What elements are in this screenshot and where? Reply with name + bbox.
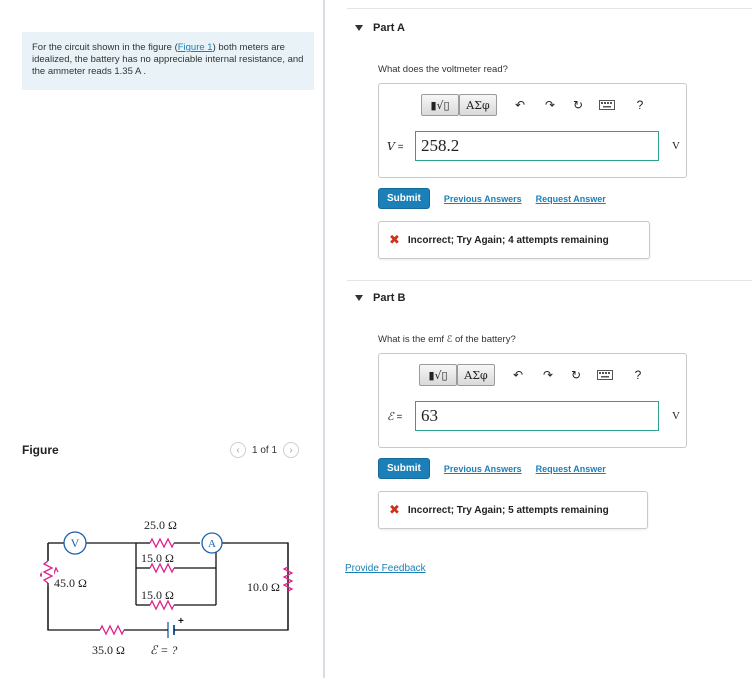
resistor-35 xyxy=(100,626,124,634)
redo-icon[interactable]: ↷ xyxy=(544,98,556,112)
part-b-rule xyxy=(347,280,752,281)
voltmeter-symbol: V xyxy=(70,536,80,550)
symbols-button[interactable]: ΑΣφ xyxy=(459,94,497,116)
reset-icon[interactable]: ↻ xyxy=(572,98,584,112)
provide-feedback-link[interactable]: Provide Feedback xyxy=(345,563,426,574)
resistor-10 xyxy=(284,567,292,591)
help-button[interactable]: ? xyxy=(636,98,644,112)
incorrect-x-icon: ✖ xyxy=(389,502,400,517)
part-a-actions xyxy=(378,188,606,209)
part-a-toolbar xyxy=(379,94,686,116)
label-r10: 10.0 Ω xyxy=(247,580,280,594)
part-a-answer-input[interactable]: 258.2 xyxy=(415,131,659,161)
incorrect-x-icon: ✖ xyxy=(389,232,400,247)
resistor-15a xyxy=(150,564,174,572)
problem-text-before: For the circuit shown in the figure ( xyxy=(32,42,178,53)
part-b-title: Part B xyxy=(373,292,406,304)
part-a-unit: V xyxy=(672,140,680,152)
battery-plus: + xyxy=(178,616,184,627)
undo-icon[interactable]: ↶ xyxy=(512,368,524,382)
part-b-toolbar xyxy=(379,364,686,386)
part-b-actions xyxy=(378,458,606,479)
part-b-feedback-text: Incorrect; Try Again; 5 attempts remaining xyxy=(407,504,609,516)
part-a-question: What does the voltmeter read? xyxy=(378,64,508,75)
part-a-answer-box xyxy=(378,83,687,178)
part-b-header[interactable] xyxy=(355,292,405,304)
part-a-header[interactable] xyxy=(355,22,405,34)
problem-statement xyxy=(22,32,314,90)
label-r45: 45.0 Ω xyxy=(54,576,87,590)
part-a-feedback xyxy=(378,221,650,259)
prev-figure-button[interactable] xyxy=(230,442,246,458)
label-emf: ℰ = ? xyxy=(150,643,178,657)
part-b-unit: V xyxy=(672,410,680,422)
figure-link[interactable]: Figure 1 xyxy=(177,42,213,53)
part-a-title: Part A xyxy=(373,22,405,34)
part-b-var-label: ℰ = xyxy=(387,409,403,423)
label-r25: 25.0 Ω xyxy=(144,518,177,532)
redo-icon[interactable]: ↷ xyxy=(542,368,554,382)
figure-pager xyxy=(230,442,299,458)
chevron-right-icon: › xyxy=(289,444,293,456)
help-button[interactable]: ? xyxy=(634,368,642,382)
reset-icon[interactable]: ↻ xyxy=(570,368,582,382)
templates-button[interactable]: ▮√▯ xyxy=(421,94,459,116)
part-b-previous-answers-link[interactable]: Previous Answers xyxy=(443,463,522,474)
resistor-15b xyxy=(150,601,174,609)
part-b-request-answer-link[interactable]: Request Answer xyxy=(535,463,606,474)
templates-button[interactable]: ▮√▯ xyxy=(419,364,457,386)
symbols-button[interactable]: ΑΣφ xyxy=(457,364,495,386)
part-a-rule xyxy=(347,8,752,9)
part-b-submit-button[interactable]: Submit xyxy=(378,458,430,479)
problem-pane xyxy=(0,0,324,678)
next-figure-button[interactable] xyxy=(283,442,299,458)
pager-text: 1 of 1 xyxy=(252,444,278,456)
part-b-answer-box xyxy=(378,353,687,448)
part-b-input-row xyxy=(387,401,659,431)
part-b-feedback xyxy=(378,491,648,529)
resistor-25 xyxy=(150,539,174,547)
keyboard-icon[interactable] xyxy=(598,96,616,114)
ammeter-symbol: A xyxy=(208,538,216,550)
collapse-triangle-icon xyxy=(355,25,363,31)
label-r35: 35.0 Ω xyxy=(92,643,125,657)
label-r15a: 15.0 Ω xyxy=(141,551,174,565)
keyboard-icon[interactable] xyxy=(596,366,614,384)
circuit-diagram xyxy=(40,505,300,665)
part-a-previous-answers-link[interactable]: Previous Answers xyxy=(443,193,522,204)
part-a-feedback-text: Incorrect; Try Again; 4 attempts remaining xyxy=(407,234,609,246)
part-b-question: What is the emf ℰ of the battery? xyxy=(378,334,516,345)
collapse-triangle-icon xyxy=(355,295,363,301)
part-a-request-answer-link[interactable]: Request Answer xyxy=(535,193,606,204)
undo-icon[interactable]: ↶ xyxy=(514,98,526,112)
chevron-left-icon: ‹ xyxy=(236,444,240,456)
problem-text-after: ) both meters are idealized, the battery has no appreciable internal resistance, and the ammeter reads 1.35 A . xyxy=(32,42,304,77)
label-r15b: 15.0 Ω xyxy=(141,588,174,602)
part-a-var-label: V = xyxy=(387,139,404,153)
part-a-submit-button[interactable]: Submit xyxy=(378,188,430,209)
figure-label: Figure xyxy=(22,443,59,457)
part-a-input-row xyxy=(387,131,659,161)
part-b-answer-input[interactable]: 63 xyxy=(415,401,659,431)
answer-pane xyxy=(325,0,752,678)
